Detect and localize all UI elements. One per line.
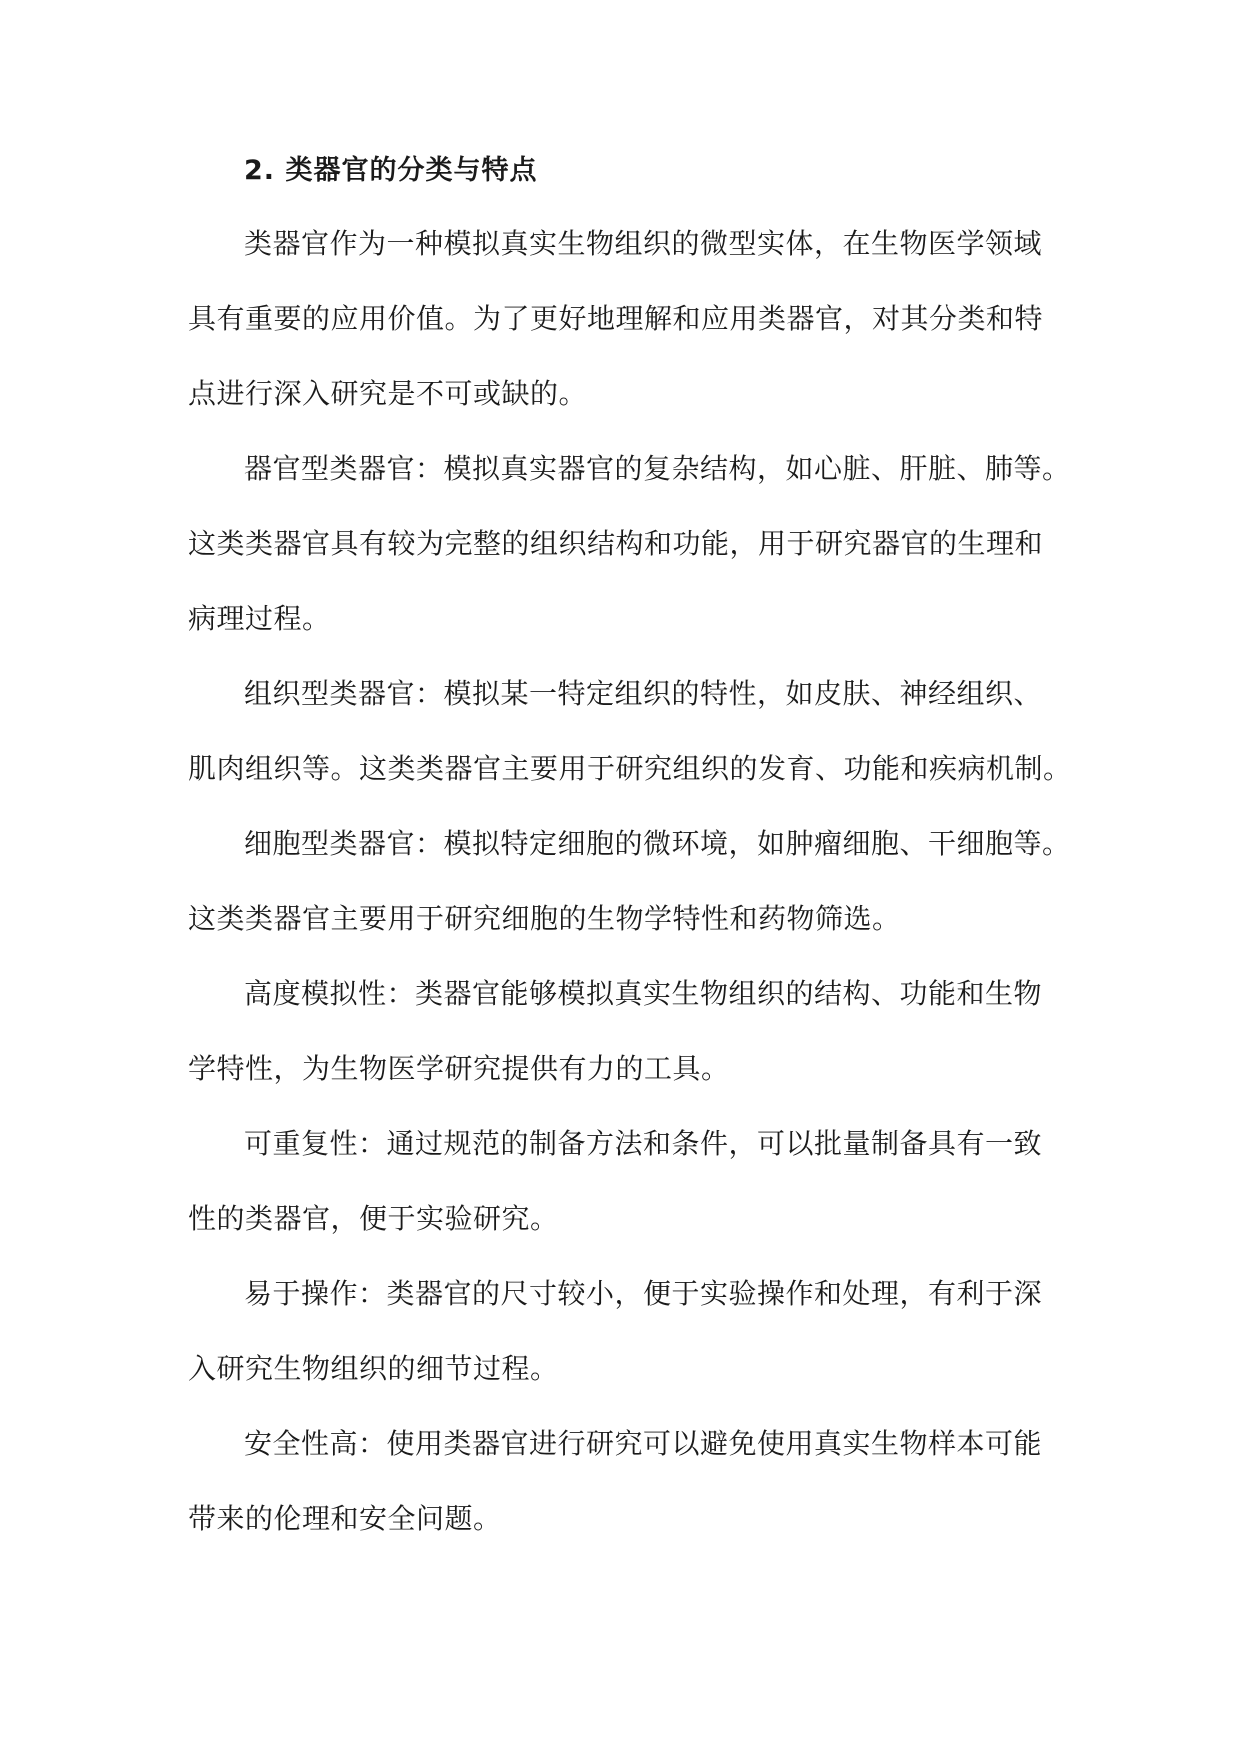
paragraph-easy-operation xyxy=(188,1270,1052,1393)
paragraph-line: 病理过程。 xyxy=(188,602,331,635)
paragraph-line: 类器官作为一种模拟真实生物组织的微型实体，在生物医学领域 xyxy=(244,227,1043,260)
paragraph-line: 可重复性：通过规范的制备方法和条件，可以批量制备具有一致 xyxy=(244,1127,1043,1160)
paragraph-line: 点进行深入研究是不可或缺的。 xyxy=(188,377,588,410)
paragraph-line: 安全性高：使用类器官进行研究可以避免使用真实生物样本可能 xyxy=(244,1427,1043,1460)
paragraph-safety xyxy=(188,1420,1052,1543)
paragraph-intro xyxy=(188,220,1052,418)
paragraph-line: 性的类器官，便于实验研究。 xyxy=(188,1202,559,1235)
paragraph-line: 具有重要的应用价值。为了更好地理解和应用类器官，对其分类和特 xyxy=(188,302,1044,335)
paragraph-line: 这类类器官主要用于研究细胞的生物学特性和药物筛选。 xyxy=(188,902,901,935)
paragraph-line: 组织型类器官：模拟某一特定组织的特性，如皮肤、神经组织、 xyxy=(244,677,1043,710)
paragraph-line: 这类类器官具有较为完整的组织结构和功能，用于研究器官的生理和 xyxy=(188,527,1044,560)
paragraph-line: 肌肉组织等。这类类器官主要用于研究组织的发育、功能和疾病机制。 xyxy=(188,752,1072,785)
paragraph-reproducibility xyxy=(188,1120,1052,1243)
paragraph-line: 器官型类器官：模拟真实器官的复杂结构，如心脏、肝脏、肺等。 xyxy=(244,452,1071,485)
paragraph-line: 高度模拟性：类器官能够模拟真实生物组织的结构、功能和生物 xyxy=(244,977,1043,1010)
paragraph-tissue-type xyxy=(188,670,1072,793)
paragraph-line: 学特性，为生物医学研究提供有力的工具。 xyxy=(188,1052,730,1085)
paragraph-line: 入研究生物组织的细节过程。 xyxy=(188,1352,559,1385)
paragraph-high-simulation xyxy=(188,970,1052,1093)
section-heading: 2. 类器官的分类与特点 xyxy=(244,155,538,186)
paragraph-line: 易于操作：类器官的尺寸较小，便于实验操作和处理，有利于深 xyxy=(244,1277,1043,1310)
paragraph-cell-type xyxy=(188,820,1071,943)
paragraph-organ-type xyxy=(188,445,1071,643)
paragraph-line: 带来的伦理和安全问题。 xyxy=(188,1502,502,1535)
document-body xyxy=(188,146,1072,1543)
paragraph-line: 细胞型类器官：模拟特定细胞的微环境，如肿瘤细胞、干细胞等。 xyxy=(244,827,1071,860)
